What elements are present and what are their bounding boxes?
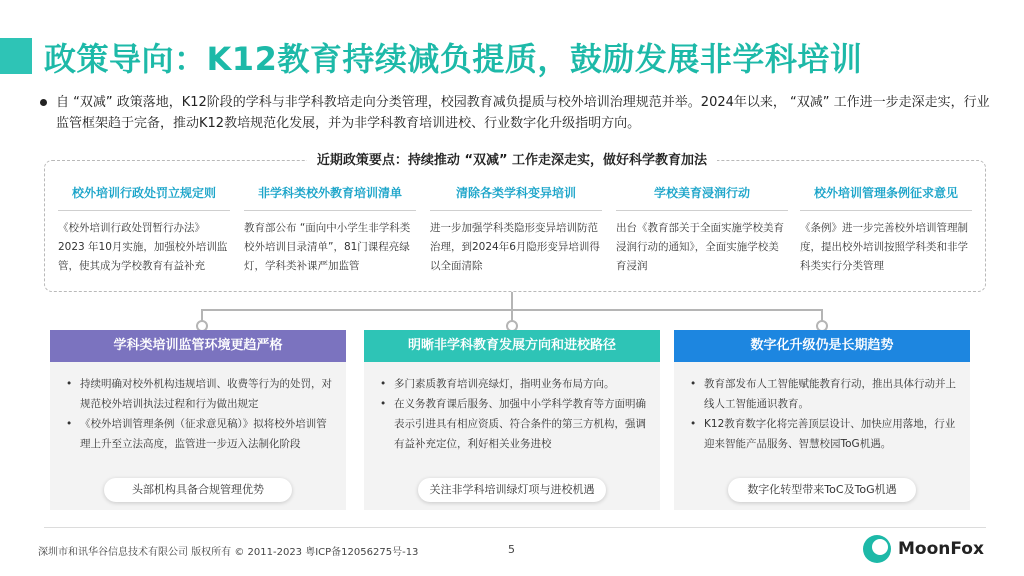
policy-desc: 出台《教育部关于全面实施学校美育浸润行动的通知》，全面实施学校美育浸润 <box>616 210 788 276</box>
bullet-dot-icon <box>40 99 47 106</box>
column-bullet: • 《校外培训管理条例（征求意见稿）》拟将校外培训管理上升至立法高度，监管进一步迈入法制化阶段 <box>66 414 332 454</box>
logo-text: MoonFox <box>898 539 984 559</box>
policy-desc: 《条例》进一步完善校外培训管理制度，提出校外培训按照学科类和非学科类实行分类管理 <box>800 210 972 276</box>
policy-heading: 清除各类学科变异培训 <box>455 186 576 200</box>
policy-desc: 进一步加强学科类隐形变异培训防范治理，到2024年6月隐形变异培训得以全面清除 <box>430 210 602 276</box>
policy-heading: 非学科类校外教育培训清单 <box>257 186 402 200</box>
column-bullet: • 在义务教育课后服务、加强中小学科学教育等方面明确表示引进具有相应资质、符合条件的第三方机构，强调有益补充定位，利好相关业务进校 <box>380 394 646 454</box>
column-bullet: • K12教育数字化将完善顶层设计、加快应用落地，行业迎来智能产品服务、智慧校园ToG机遇。 <box>690 414 956 454</box>
copyright-text: 深圳市和讯华谷信息技术有限公司 版权所有 © 2011-2023 粤ICP备12056275号-13 <box>38 547 419 558</box>
footer-divider <box>44 527 986 528</box>
intro-paragraph <box>40 92 990 134</box>
policy-item <box>800 182 972 276</box>
column-heading: 数字化升级仍是长期趋势 <box>674 330 970 362</box>
column-heading: 学科类培训监管环境更趋严格 <box>50 330 346 362</box>
column-summary-pill: 数字化转型带来ToC及ToG机遇 <box>728 478 916 502</box>
policy-heading: 学校美育浸润行动 <box>653 186 750 200</box>
policy-item <box>58 182 230 276</box>
column-summary-pill: 关注非学科培训绿灯项与进校机遇 <box>418 478 606 502</box>
page-title: 政策导向：K12教育持续减负提质，鼓励发展非学科培训 <box>44 40 863 78</box>
policy-item <box>244 182 416 276</box>
policy-heading: 校外培训行政处罚立规定则 <box>71 186 216 200</box>
policy-item <box>430 182 602 276</box>
connector-line <box>511 292 513 310</box>
column-bullet: • 多门素质教育培训亮绿灯，指明业务布局方向。 <box>380 374 646 394</box>
title-accent-bar <box>0 38 32 74</box>
policy-desc: 教育部公布 “面向中小学生非学科类校外培训目录清单”，81门课程亮绿灯，学科类补课严加监管 <box>244 210 416 276</box>
moonfox-logo-icon <box>862 534 892 564</box>
intro-text: 自 “双减” 政策落地，K12阶段的学科与非学科教培走向分类管理，校园教育减负提质与校外培训治理规范并举。2024年以来， “双减” 工作进一步走深走实，行业监管框架趋于完备，推动K12教培规范化发展，并为非学科教育培训进校、行业数字化升级指明方向。 <box>56 95 990 131</box>
column-heading: 明晰非学科教育发展方向和进校路径 <box>364 330 660 362</box>
policy-item <box>616 182 788 276</box>
column-bullet: • 持续明确对校外机构违规培训、收费等行为的处罚，对规范校外培训执法过程和行为做出规定 <box>66 374 332 414</box>
column-summary-pill: 头部机构具备合规管理优势 <box>104 478 292 502</box>
key-points-title: 近期政策要点：持续推动 “双减” 工作走深走实，做好科学教育加法 <box>0 149 1024 168</box>
page-number: 5 <box>508 543 515 556</box>
column-bullet: • 教育部发布人工智能赋能教育行动，推出具体行动并上线人工智能通识教育。 <box>690 374 956 414</box>
moonfox-logo <box>862 534 984 564</box>
policy-heading: 校外培训管理条例征求意见 <box>813 186 958 200</box>
policy-desc: 《校外培训行政处罚暂行办法》2023 年10月实施，加强校外培训监管，使其成为学校教育有益补充 <box>58 210 230 276</box>
